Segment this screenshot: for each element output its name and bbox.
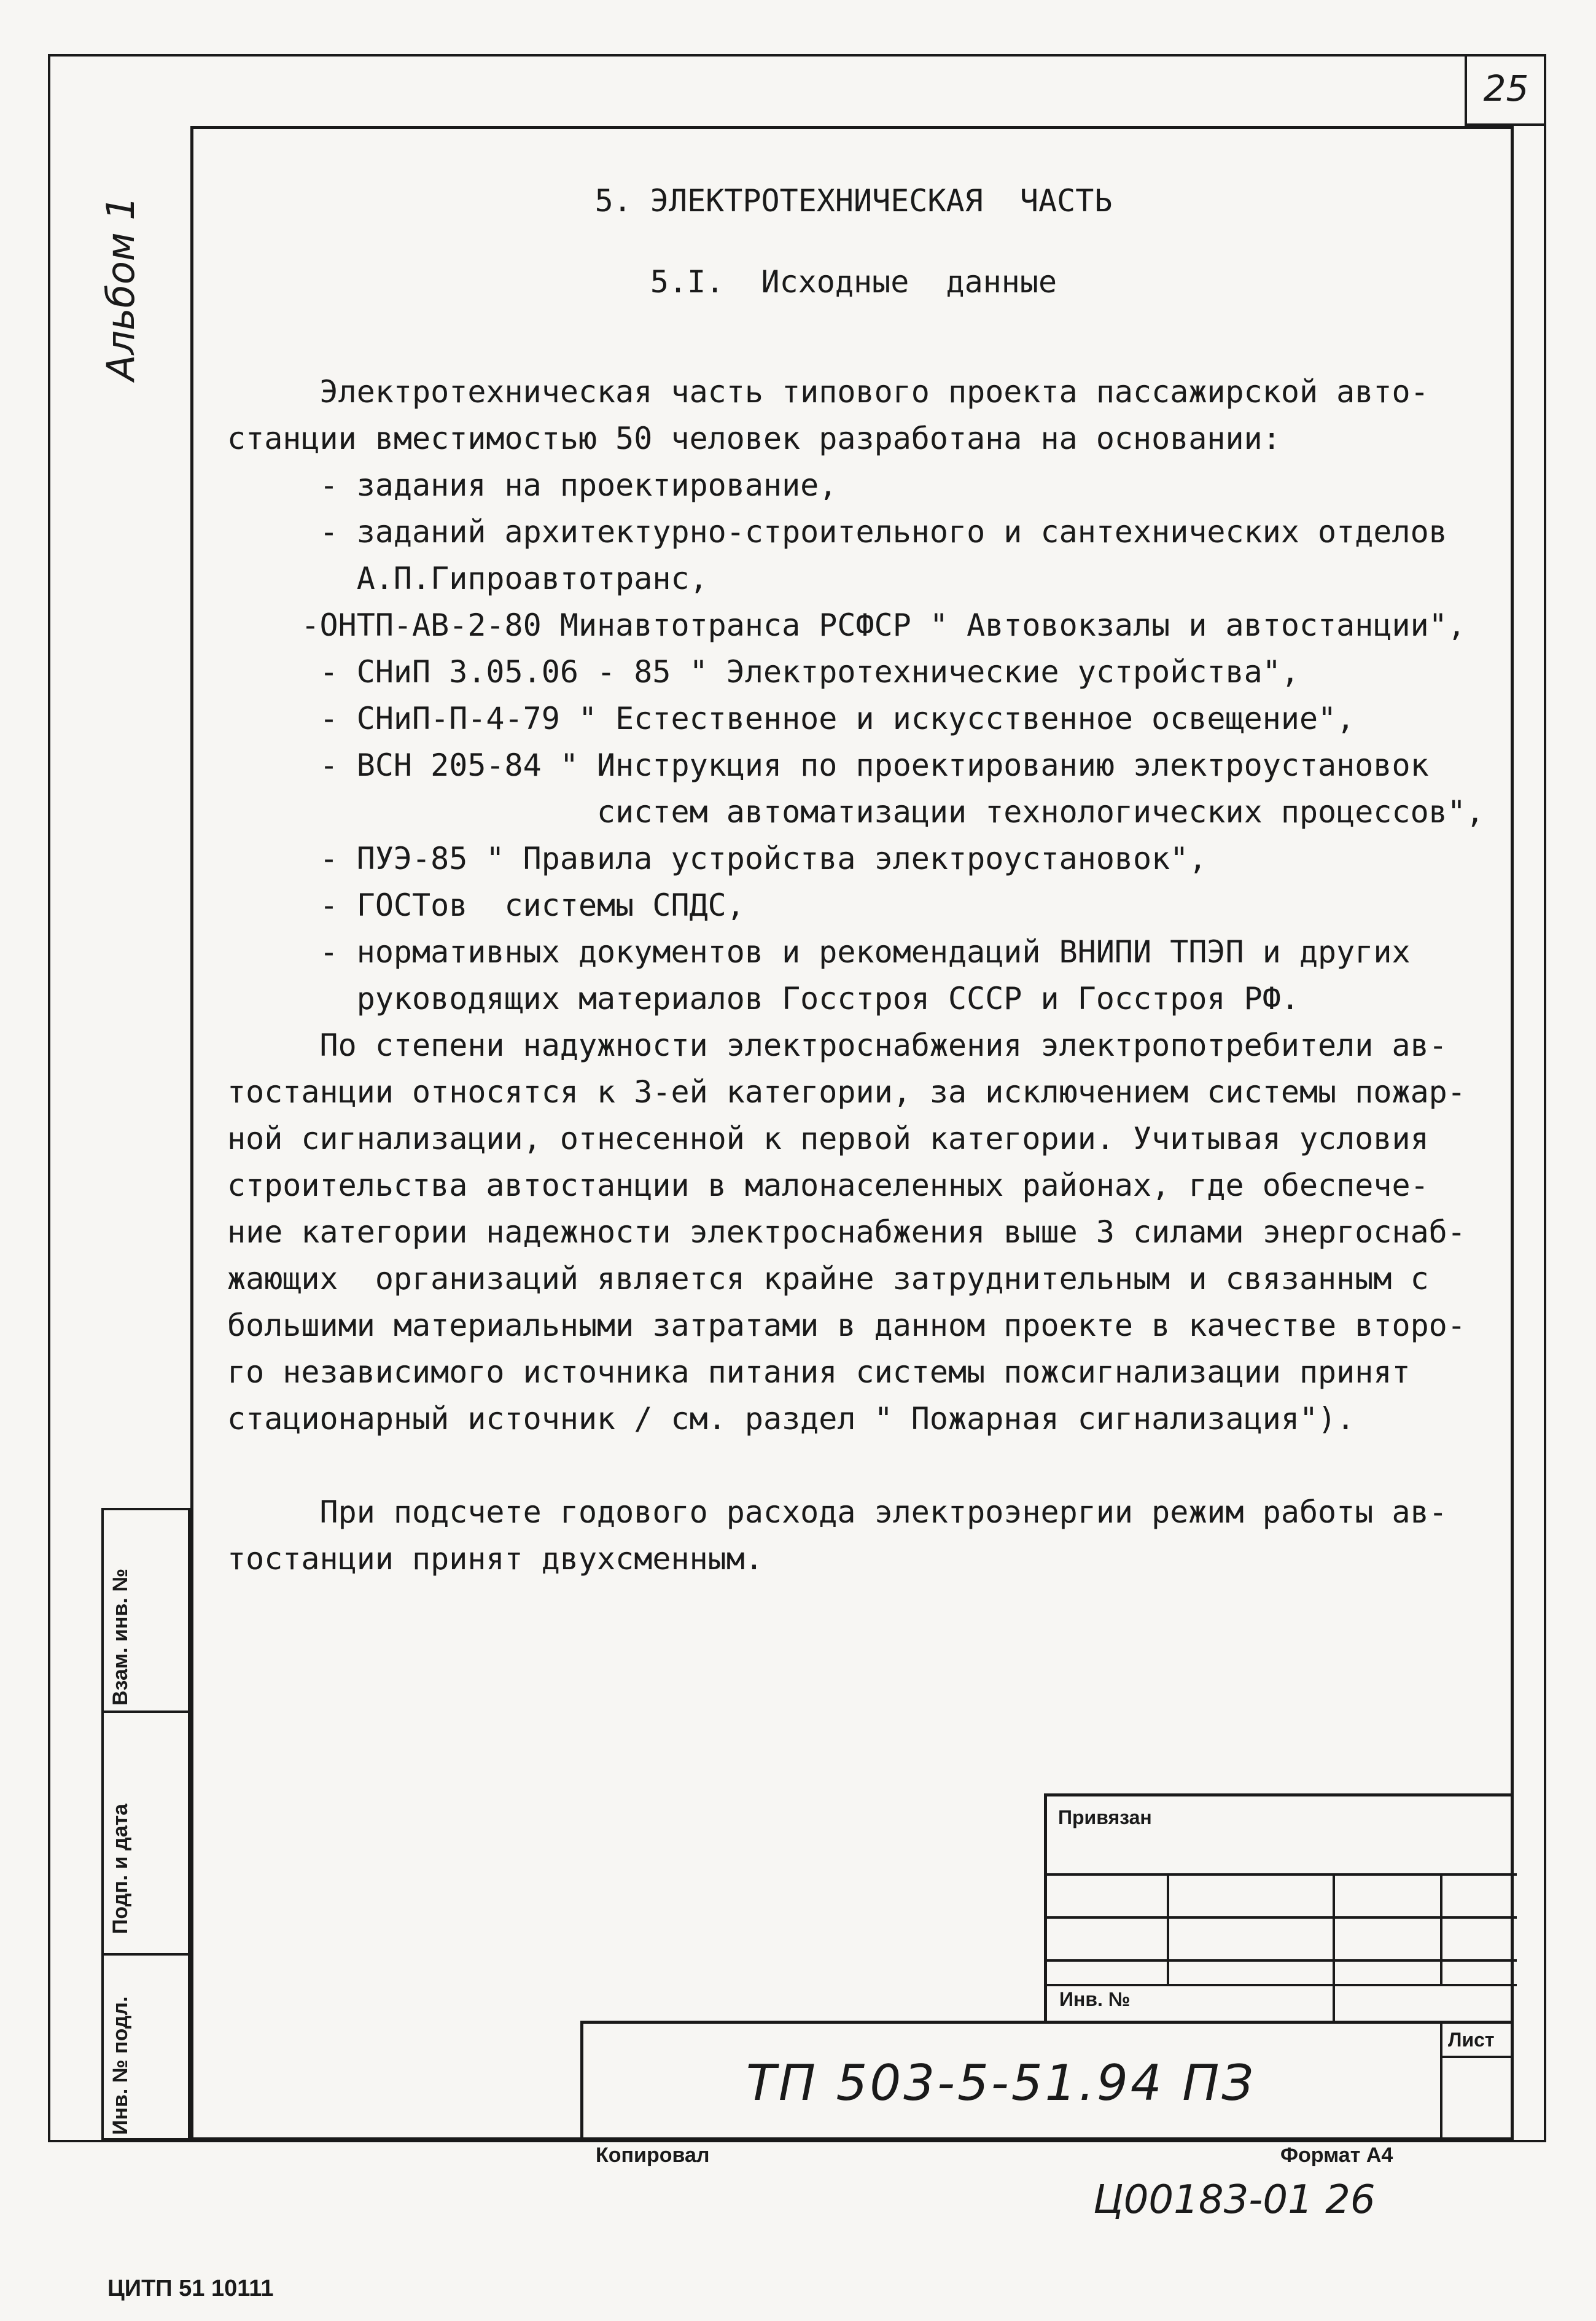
body-line: - ГОСТов системы СПДС, bbox=[227, 887, 745, 923]
body-line: - заданий архитектурно-строительного и сантехнических отделов bbox=[227, 514, 1447, 550]
body-line: А.П.Гипроавтотранс, bbox=[227, 561, 708, 596]
document-code: ТП 503-5-51.94 ПЗ bbox=[746, 2054, 1256, 2112]
body-line: - СНиП-П-4-79 " Естественное и искусственное освещение", bbox=[227, 701, 1355, 736]
privyazan-label: Привязан bbox=[1058, 1806, 1152, 1828]
page-number: 25 bbox=[1483, 68, 1529, 109]
body-line: Электротехническая часть типового проекта пассажирской авто- bbox=[227, 374, 1429, 410]
inv-no-label: Инв. № bbox=[1059, 1988, 1131, 2010]
grid-line bbox=[1047, 1873, 1517, 1876]
body-line: ние категории надежности электроснабжения выше 3 силами энергоснаб- bbox=[227, 1214, 1466, 1250]
body-line: станции вместимостью 50 человек разработана на основании: bbox=[227, 421, 1281, 456]
body-line: - нормативных документов и рекомендаций ВНИПИ ТПЭП и других bbox=[227, 934, 1411, 970]
grid-line bbox=[1047, 1959, 1517, 1962]
grid-line bbox=[1047, 1916, 1517, 1919]
title-block-grid bbox=[1044, 1793, 1514, 2021]
body-line: - ВСН 205-84 " Инструкция по проектированию электроустановок bbox=[227, 747, 1429, 783]
body-line: - СНиП 3.05.06 - 85 " Электротехнические устройства", bbox=[227, 654, 1299, 690]
body-text bbox=[227, 369, 1484, 1582]
body-line: тостанции принят двухсменным. bbox=[227, 1541, 763, 1577]
grid-line bbox=[1047, 1984, 1517, 1986]
side-cell-inv-podl bbox=[101, 1953, 190, 2140]
body-line: систем автоматизации технологических процессов", bbox=[227, 794, 1484, 830]
body-line: стационарный источник / см. раздел " Пожарная сигнализация"). bbox=[227, 1401, 1355, 1437]
grid-line bbox=[1440, 1873, 1442, 1984]
section-title: 5. ЭЛЕКТРОТЕХНИЧЕСКАЯ ЧАСТЬ bbox=[594, 183, 1113, 219]
body-line: большими материальными затратами в данном проекте в качестве второ- bbox=[227, 1308, 1466, 1343]
side-label-vzam: Взам. инв. № bbox=[109, 1568, 132, 1706]
subsection-title: 5.I. Исходные данные bbox=[650, 264, 1057, 300]
grid-line bbox=[1440, 2024, 1442, 2137]
side-label-inv-podl: Инв. № подл. bbox=[109, 1996, 132, 2135]
grid-line bbox=[1333, 1873, 1335, 2024]
body-line: го независимого источника питания системы пожсигнализации принят bbox=[227, 1354, 1411, 1390]
body-line: тостанции относятся к 3-ей категории, за исключением системы пожар- bbox=[227, 1074, 1466, 1110]
format-label: Формат А4 bbox=[1280, 2144, 1393, 2167]
side-cell-podp bbox=[101, 1711, 190, 1953]
kopiroval-label: Копировал bbox=[596, 2144, 710, 2167]
body-line: ной сигнализации, отнесенной к первой категории. Учитывая условия bbox=[227, 1121, 1429, 1157]
body-line: жающих организаций является крайне затруднительным и связанным с bbox=[227, 1261, 1429, 1297]
handwritten-code: Ц00183-01 26 bbox=[1093, 2177, 1376, 2223]
body-line: По степени надужности электроснабжения электропотребители ав- bbox=[227, 1028, 1447, 1063]
side-cell-vzam bbox=[101, 1508, 190, 1711]
body-line: При подсчете годового расхода электроэнергии режим работы ав- bbox=[227, 1494, 1447, 1530]
grid-line bbox=[1167, 1873, 1169, 1984]
body-line: -ОНТП-АВ-2-80 Минавтотранса РСФСР " Автовокзалы и автостанции", bbox=[227, 607, 1466, 643]
grid-line bbox=[1440, 2056, 1514, 2058]
side-label-podp: Подп. и дата bbox=[109, 1803, 132, 1934]
body-line bbox=[227, 1442, 1484, 1489]
body-line: - задания на проектирование, bbox=[227, 467, 838, 503]
body-line: руководящих материалов Госстроя СССР и Госстроя РФ. bbox=[227, 981, 1299, 1016]
body-line: строительства автостанции в малонаселенных районах, где обеспече- bbox=[227, 1168, 1429, 1203]
stamp-code: ЦИТП 51 10111 bbox=[107, 2276, 274, 2301]
album-label: Альбом 1 bbox=[98, 196, 143, 381]
body-line: - ПУЭ-85 " Правила устройства электроустановок", bbox=[227, 841, 1207, 876]
list-label: Лист bbox=[1448, 2029, 1495, 2051]
